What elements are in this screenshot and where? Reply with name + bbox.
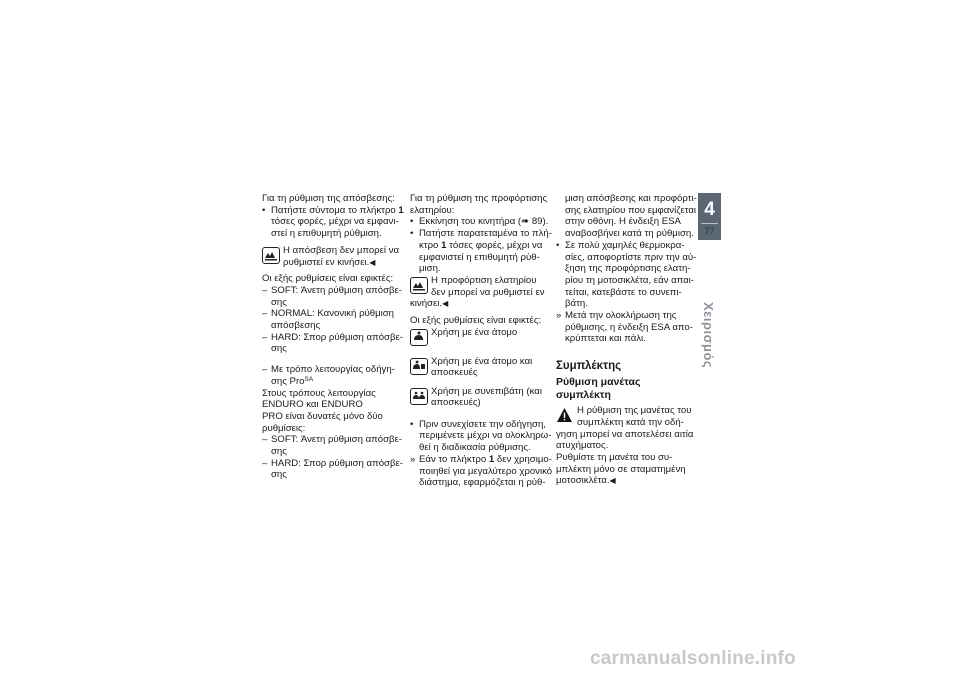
column-2: Για τη ρύθμιση της προφόρτισης ελατηρίου: • Εκκίνηση του κινητήρα (➠ 89). • Πατήστε παρατεταμένα το πλή- κτρο 1 τόσες φορές, μέχρι να εμφανιστεί η επιθυμητή ρύθ- μιση. Η προφόρτιση ελατηρίου δεν μπορεί να ρυθμιστεί εν κινήσει.◀ Οι εξής ρυθμίσεις είναι εφικτές: Χρήση με ένα άτομο Χρήση με ένα άτομο και αποσκευές Χρήση με συνεπιβάτη (και αποσκευές) • Πριν συνεχίσετε την οδήγηση, περιμένετε μέχρι να ολοκληρω- θεί η διαδικασία ρύθμισης. » Εάν το πλήκτρο 1 δεν χρησιμο- ποιηθεί για μεγαλύτερο χρονικό διάστημα, εφαρμόζεται η ρύθ- [410, 193, 553, 489]
mode-one-rider: Χρήση με ένα άτομο [410, 327, 552, 354]
column-3: μιση απόσβεσης και προφόρτι- σης ελατηρίου που εμφανίζεται στην οθόνη. Η ένδειξη ESA αναβοσβήνει κατά τη ρύθμιση. • Σε πολύ χαμηλές θερμοκρα- σίες, αποφορτίστε πριν την αύ- ξηση της προφόρτισης ελατη- ρίου τη μοτοσικλέτα, εάν απαι- τείται, κατεβάστε το συνεπι- βάτη. » Μετά την ολοκλήρωση της ρύθμισης, η ένδειξη ESA απο- κρύπτεται και πάλι. Συμπλέκτης Ρύθμιση μανέτας συμπλέκτη Η ρύθμιση της μανέτας του συμπλέκτη κατά την οδή- γηση μπορεί να αποτελέσει αιτία ατυχήματος. Ρυθμίστε τη μανέτα του συ- μπλέκτη μόνο σε σταματημένη μοτοσικλέτα.◀ [556, 193, 697, 487]
end-marker: ◀ [442, 299, 449, 309]
rider-passenger-icon [410, 388, 428, 405]
rider-luggage-icon [410, 358, 428, 375]
note-block: Η απόσβεση δεν μπορεί να ρυθμιστεί εν κινήσει.◀ [262, 245, 404, 268]
chapter-title: Χειρισμός [701, 302, 716, 369]
dash-item: – Με τρόπο λειτουργίας οδήγη- σης Pro$^{SA}$ [262, 364, 395, 387]
dash-item: – HARD: Σπορ ρύθμιση απόσβε- σης [262, 331, 403, 355]
column-1: Για τη ρύθμιση της απόσβεσης: • Πατήστε σύντομα το πλήκτρο 1 τόσες φορές, μέχρι να εμφανι- στεί η επιθυμητή ρύθμιση. Η απόσβεση δεν μπορεί να ρυθμιστεί εν κινήσει.◀ Οι εξής ρυθμίσεις είναι εφικτές: – SOFT: Άνετη ρύθμιση απόσβε- σης – NORMAL: Κανονική ρύθμιση απόσβεσης – HARD: Σπορ ρύθμιση απόσβε- σης – Με τρόπο λειτουργίας οδήγη- σης Pro$^{SA}$ Στους τρόπους λειτουργίας ENDURO και ENDURO PRO είναι δυνατές μόνο δύο ρυθμίσεις: – SOFT: Άνετη ρύθμιση απόσβε- σης – HARD: Σπορ ρύθμιση απόσβε- σης [262, 193, 404, 481]
watermark: carmanualsonline.info [590, 648, 796, 669]
page-number-rule [701, 223, 718, 224]
dash-item: – NORMAL: Κανονική ρύθμιση απόσβεσης [262, 308, 395, 332]
warning-block: Η ρύθμιση της μανέτας του συμπλέκτη κατά την οδή- γηση μπορεί να αποτελέσει αιτία ατυχήματος. [556, 405, 694, 452]
warning-icon [556, 407, 573, 424]
sa-marker: SA [304, 375, 314, 383]
result-item: » Μετά την ολοκλήρωση της ρύθμισης, η ένδειξη ESA απο- κρύπτεται και πάλι. [556, 310, 693, 345]
chapter-number: 4 [704, 199, 715, 220]
key-number: 1 [488, 453, 495, 465]
info-note-icon [410, 277, 428, 294]
bullet-item: • Πατήστε παρατεταμένα το πλή- κτρο 1 τόσες φορές, μέχρι να εμφανιστεί η επιθυμητή ρύθ- μιση. [410, 228, 552, 275]
bullet-item: • Πατήστε σύντομα το πλήκτρο 1 τόσες φορές, μέχρι να εμφανι- στεί η επιθυμητή ρύθμιση. [262, 204, 404, 240]
mode-passenger: Χρήση με συνεπιβάτη (και αποσκευές) [410, 386, 552, 414]
key-number: 1 [398, 204, 404, 216]
note-block: Η προφόρτιση ελατηρίου δεν μπορεί να ρυθμιστεί εν [410, 275, 552, 298]
end-marker: ◀ [369, 257, 376, 267]
bullet-item: • Σε πολύ χαμηλές θερμοκρα- σίες, αποφορτίστε πριν την αύ- ξηση της προφόρτισης ελατη- ρίου τη μοτοσικλέτα, εάν απαι- τείται, κατεβάστε το συνεπι- βάτη. [556, 239, 697, 310]
bullet-item: • Πριν συνεχίσετε την οδήγηση, περιμένετε μέχρι να ολοκληρω- θεί η διαδικασία ρύθμισης. [410, 418, 552, 454]
paragraph: Για τη ρύθμιση της απόσβεσης: [262, 193, 395, 204]
info-note-icon [262, 247, 280, 264]
paragraph: Οι εξής ρυθμίσεις είναι εφικτές: [262, 273, 394, 285]
subsection-heading: Ρύθμιση μανέτας συμπλέκτη [556, 376, 641, 401]
one-rider-icon [410, 329, 428, 346]
dash-item: – SOFT: Άνετη ρύθμιση απόσβε- σης [262, 434, 402, 458]
bullet-glyph: • [262, 204, 266, 216]
key-number: 1 [441, 239, 447, 251]
section-heading: Συμπλέκτης [556, 360, 622, 373]
dash-item: – SOFT: Άνετη ρύθμιση απόσβε- σης [262, 284, 402, 308]
dash-item: – HARD: Σπορ ρύθμιση απόσβε- σης [262, 457, 403, 481]
bullet-item: • Εκκίνηση του κινητήρα (➠ 89). [410, 216, 549, 228]
page-number: 77 [704, 226, 715, 236]
end-marker: ◀ [609, 476, 616, 486]
result-item: » Εάν το πλήκτρο 1 δεν χρησιμο- ποιηθεί για μεγαλύτερο χρονικό διάστημα, εφαρμόζεται η ρύθ- [410, 453, 553, 489]
mode-rider-luggage: Χρήση με ένα άτομο και αποσκευές [410, 356, 552, 384]
